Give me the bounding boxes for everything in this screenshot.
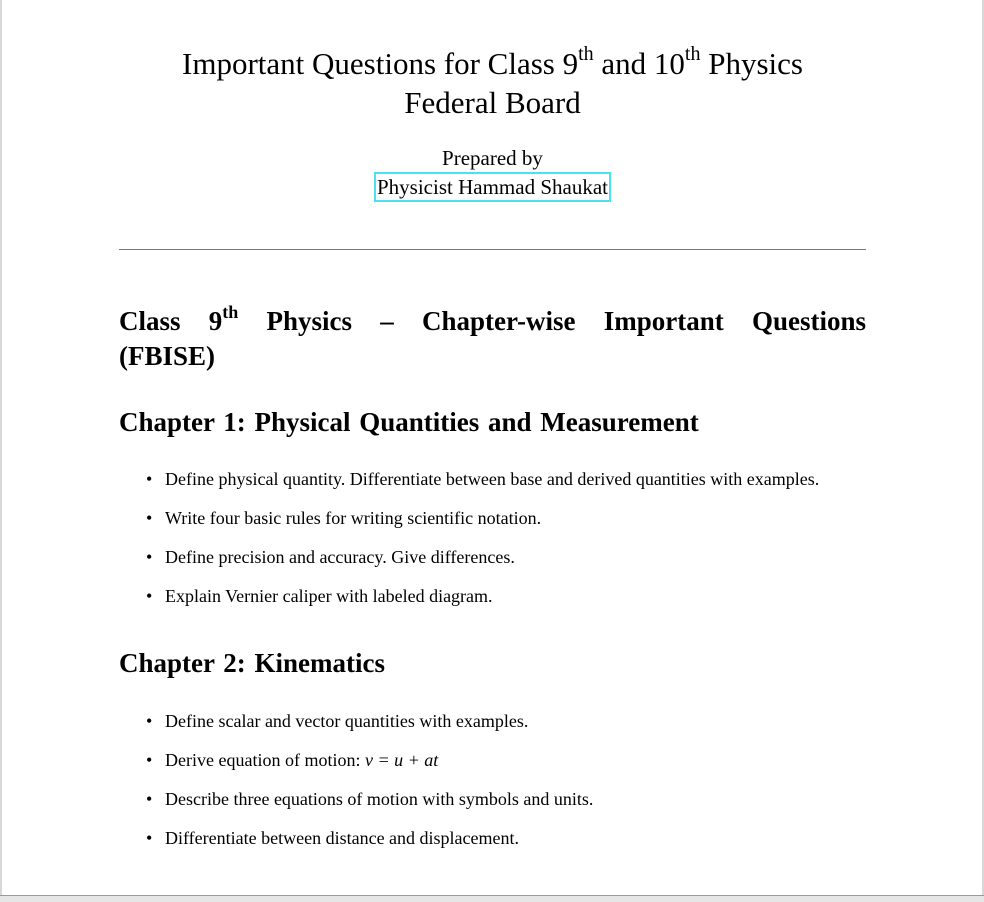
title-line-2: Federal Board <box>404 85 581 120</box>
author-block <box>119 144 866 202</box>
list-item: • Define precision and accuracy. Give differences. <box>146 547 515 567</box>
list-item: • Define scalar and vector quantities with examples. <box>146 711 529 731</box>
chapter-2-question-list <box>119 710 866 850</box>
list-item: • Explain Vernier caliper with labeled diagram. <box>146 586 493 606</box>
bullet-icon: • <box>146 750 153 770</box>
bullet-icon: • <box>146 711 153 731</box>
bullet-icon: • <box>146 469 153 489</box>
chapter-1-title: Chapter 1: Physical Quantities and Measurement <box>119 407 699 437</box>
author-link[interactable]: Physicist Hammad Shaukat <box>374 172 611 202</box>
list-item: • Differentiate between distance and displacement. <box>146 828 520 848</box>
bullet-icon: • <box>146 586 153 606</box>
list-item: • Derive equation of motion: v = u + at <box>146 750 439 770</box>
chapter-2-title: Chapter 2: Kinematics <box>119 648 385 678</box>
title-line-1: Important Questions for Class 9th and 10th Physics <box>182 43 803 81</box>
section-title: Class 9th Physics – Chapter-wise Important Questions (FBISE) <box>119 302 867 371</box>
horizontal-rule <box>119 249 866 250</box>
page-edge-bottom <box>0 895 984 902</box>
list-item: • Define physical quantity. Differentiate between base and derived quantities with examples. <box>146 469 820 489</box>
equation: v = u + at <box>364 750 439 770</box>
bullet-icon: • <box>146 547 153 567</box>
document-page <box>119 0 866 866</box>
page-edge-left <box>0 0 2 902</box>
bullet-icon: • <box>146 828 153 848</box>
prepared-by-label: Prepared by <box>442 146 543 170</box>
list-item: • Write four basic rules for writing scientific notation. <box>146 508 542 528</box>
bullet-icon: • <box>146 789 153 809</box>
chapter-1-question-list <box>119 468 866 608</box>
list-item: • Describe three equations of motion with symbols and units. <box>146 789 594 809</box>
bullet-icon: • <box>146 508 153 528</box>
document-title <box>119 44 866 122</box>
